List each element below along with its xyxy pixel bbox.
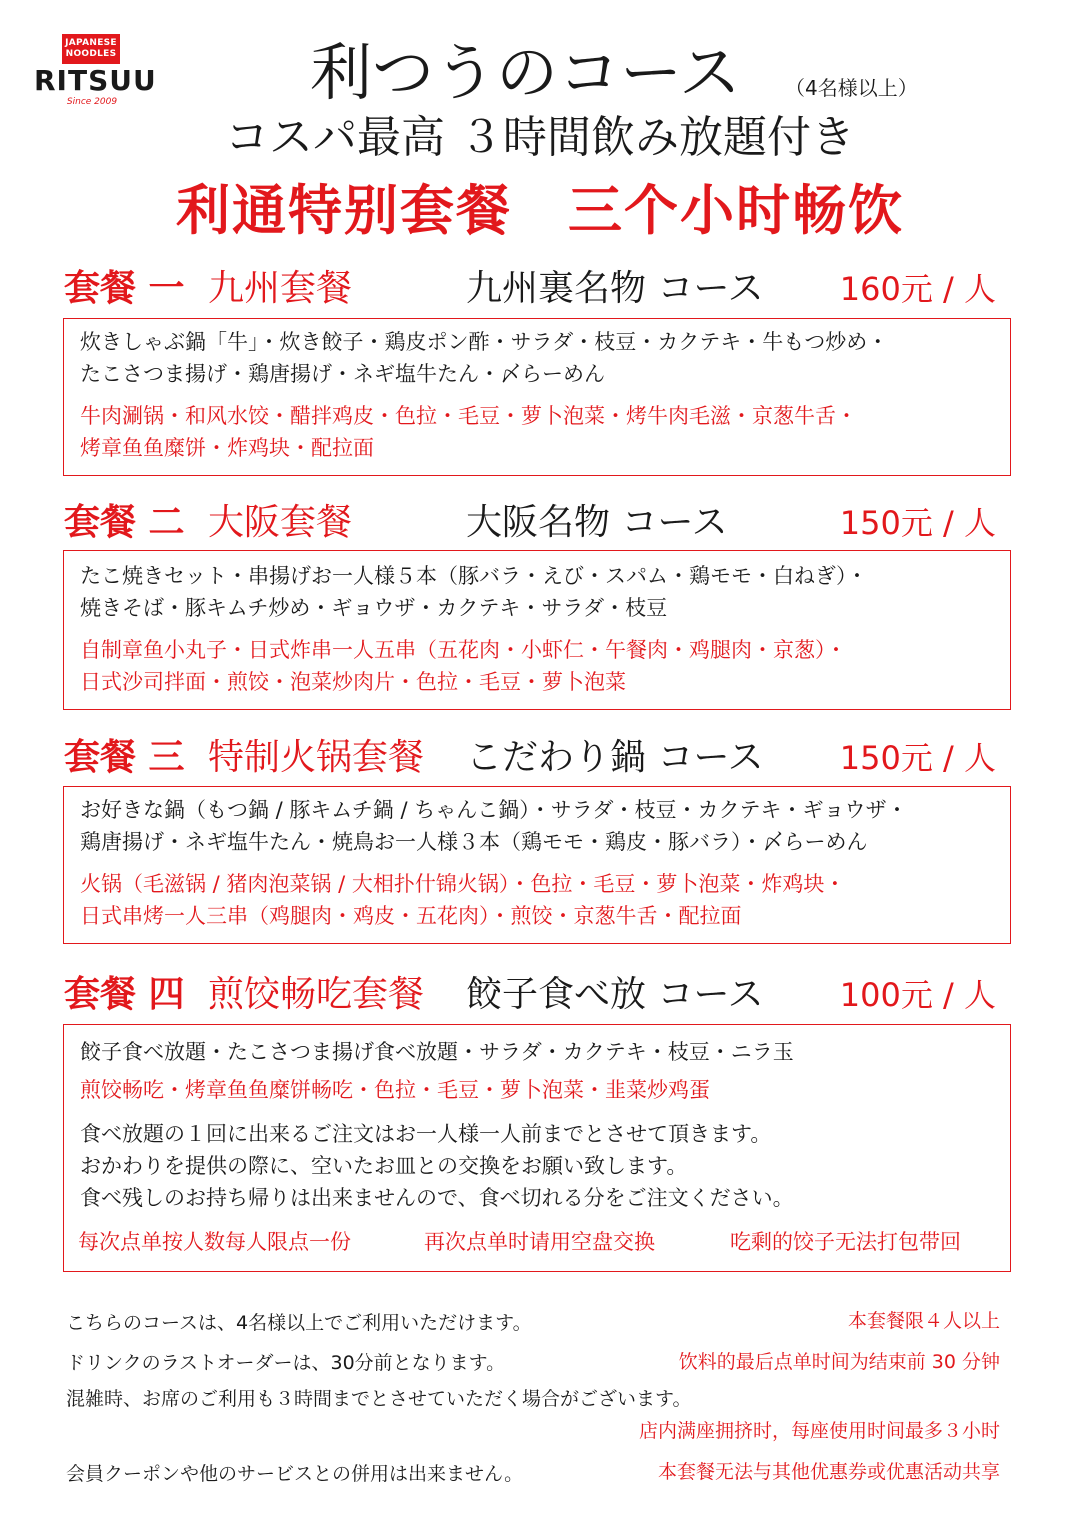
- logo-badge-line2: NOODLES: [65, 49, 117, 59]
- course-4-name-jp: 餃子食べ放 コース: [466, 974, 764, 1015]
- footer-note-jp: 会員クーポンや他のサービスとの併用は出来ません。: [66, 1463, 524, 1485]
- course-1-name-jp: 九州裏名物 コース: [466, 268, 764, 309]
- course-2-jp-line: たこ焼きセット・串揚げお一人様５本（豚バラ・えび・スパム・鶏モモ・白ねぎ）・: [80, 564, 868, 588]
- course-4-number: 套餐 四: [64, 974, 185, 1015]
- course-3-name-cn: 特制火锅套餐: [208, 737, 425, 778]
- course-1-name-cn: 九州套餐: [208, 268, 353, 309]
- page-title-jp: 利つうのコース: [310, 36, 741, 109]
- course-4-rule-jp: おかわりを提供の際に、空いたお皿との交換をお願い致します。: [80, 1154, 688, 1178]
- ritsuu-logo: [34, 34, 157, 110]
- logo-name: RITSUU: [34, 64, 157, 97]
- footer-note-cn: 本套餐无法与其他优惠券或优惠活动共享: [657, 1461, 1000, 1483]
- course-1-price: 160元 / 人: [839, 270, 996, 308]
- course-3-price: 150元 / 人: [839, 739, 996, 777]
- logo-badge-line1: JAPANESE: [65, 38, 117, 48]
- logo-badge: [62, 34, 120, 64]
- footer-note-jp: こちらのコースは、4名様以上でご利用いただけます。: [66, 1312, 532, 1334]
- course-4-cn-line: 煎饺畅吃・烤章鱼鱼糜饼畅吃・色拉・毛豆・萝卜泡菜・韭菜炒鸡蛋: [80, 1078, 710, 1102]
- course-2-cn-line: 日式沙司拌面・煎饺・泡菜炒肉片・色拉・毛豆・萝卜泡菜: [80, 670, 626, 694]
- course-3-jp-line: お好きな鍋（もつ鍋 / 豚キムチ鍋 / ちゃんこ鍋）・サラダ・枝豆・カクテキ・ギョウザ・: [80, 798, 908, 822]
- course-3-number: 套餐 三: [64, 737, 185, 778]
- course-1-header: [64, 266, 1014, 312]
- footer-note-cn: 店内满座拥挤时，每座使用时间最多３小时: [638, 1420, 1000, 1442]
- course-2-box: [63, 550, 1011, 710]
- course-1-cn-line: 牛肉涮锅・和风水饺・醋拌鸡皮・色拉・毛豆・萝卜泡菜・烤牛肉毛滋・京葱牛舌・: [80, 404, 857, 428]
- course-1-jp-line: 炊きしゃぶ鍋「牛」・炊き餃子・鶏皮ポン酢・サラダ・枝豆・カクテキ・牛もつ炒め・: [80, 330, 889, 354]
- course-3-jp-line: 鶏唐揚げ・ネギ塩牛たん・焼鳥お一人様３本（鶏モモ・鶏皮・豚バラ）・〆らーめん: [80, 830, 868, 854]
- course-4-rule-jp: 食べ放題の１回に出来るご注文はお一人様一人前までとさせて頂きます。: [80, 1122, 772, 1146]
- course-3-box: [63, 786, 1011, 944]
- course-2-cn-line: 自制章鱼小丸子・日式炸串一人五串（五花肉・小虾仁・午餐肉・鸡腿肉・京葱）・: [80, 638, 847, 662]
- course-2-header: [64, 500, 1014, 546]
- subtitle-jp: コスパ最高 ３時間飲み放題付き: [225, 112, 855, 163]
- footer-note-cn: 本套餐限４人以上: [847, 1310, 1000, 1332]
- footer-note-cn: 饮料的最后点单时间为结束前 30 分钟: [678, 1351, 1000, 1373]
- course-4-rule-cn: 每次点单按人数每人限点一份: [78, 1230, 351, 1254]
- course-3-cn-line: 日式串烤一人三串（鸡腿肉・鸡皮・五花肉）・煎饺・京葱牛舌・配拉面: [80, 904, 742, 928]
- course-4-rule-jp: 食べ残しのお持ち帰りは出来ませんので、食べ切れる分をご注文ください。: [80, 1186, 794, 1210]
- title-note: （4名様以上）: [785, 76, 918, 100]
- course-4-jp-line: 餃子食べ放題・たこさつま揚げ食べ放題・サラダ・カクテキ・枝豆・ニラ玉: [80, 1040, 794, 1064]
- course-1-cn-line: 烤章鱼鱼糜饼・炸鸡块・配拉面: [80, 436, 374, 460]
- page-title-cn: 利通特别套餐 三个小时畅饮: [176, 179, 904, 242]
- course-1-jp-line: たこさつま揚げ・鶏唐揚げ・ネギ塩牛たん・〆らーめん: [80, 362, 605, 386]
- course-2-name-cn: 大阪套餐: [208, 502, 353, 543]
- logo-since: Since 2009: [66, 97, 118, 107]
- course-4-price: 100元 / 人: [839, 976, 996, 1014]
- course-4-header: [64, 972, 1014, 1018]
- course-2-price: 150元 / 人: [839, 504, 996, 542]
- course-2-jp-line: 焼きそば・豚キムチ炒め・ギョウザ・カクテキ・サラダ・枝豆: [80, 596, 668, 620]
- course-1-number: 套餐 一: [64, 268, 185, 309]
- course-2-name-jp: 大阪名物 コース: [466, 502, 728, 543]
- course-1-box: [63, 318, 1011, 476]
- footer-note-jp: 混雑時、お席のご利用も３時間までとさせていただく場合がございます。: [66, 1388, 692, 1410]
- course-3-name-jp: こだわり鍋 コース: [466, 737, 764, 778]
- course-3-header: [64, 735, 1014, 781]
- course-2-number: 套餐 二: [64, 502, 185, 543]
- course-4-rule-cn: 吃剩的饺子无法打包带回: [730, 1230, 961, 1254]
- course-4-box: [63, 1024, 1011, 1272]
- course-4-name-cn: 煎饺畅吃套餐: [208, 974, 425, 1015]
- footer-note-jp: ドリンクのラストオーダーは、30分前となります。: [66, 1352, 506, 1374]
- course-4-rule-cn: 再次点单时请用空盘交换: [424, 1230, 655, 1254]
- course-3-cn-line: 火锅（毛滋锅 / 猪肉泡菜锅 / 大相扑什锦火锅）・色拉・毛豆・萝卜泡菜・炸鸡块・: [80, 872, 846, 896]
